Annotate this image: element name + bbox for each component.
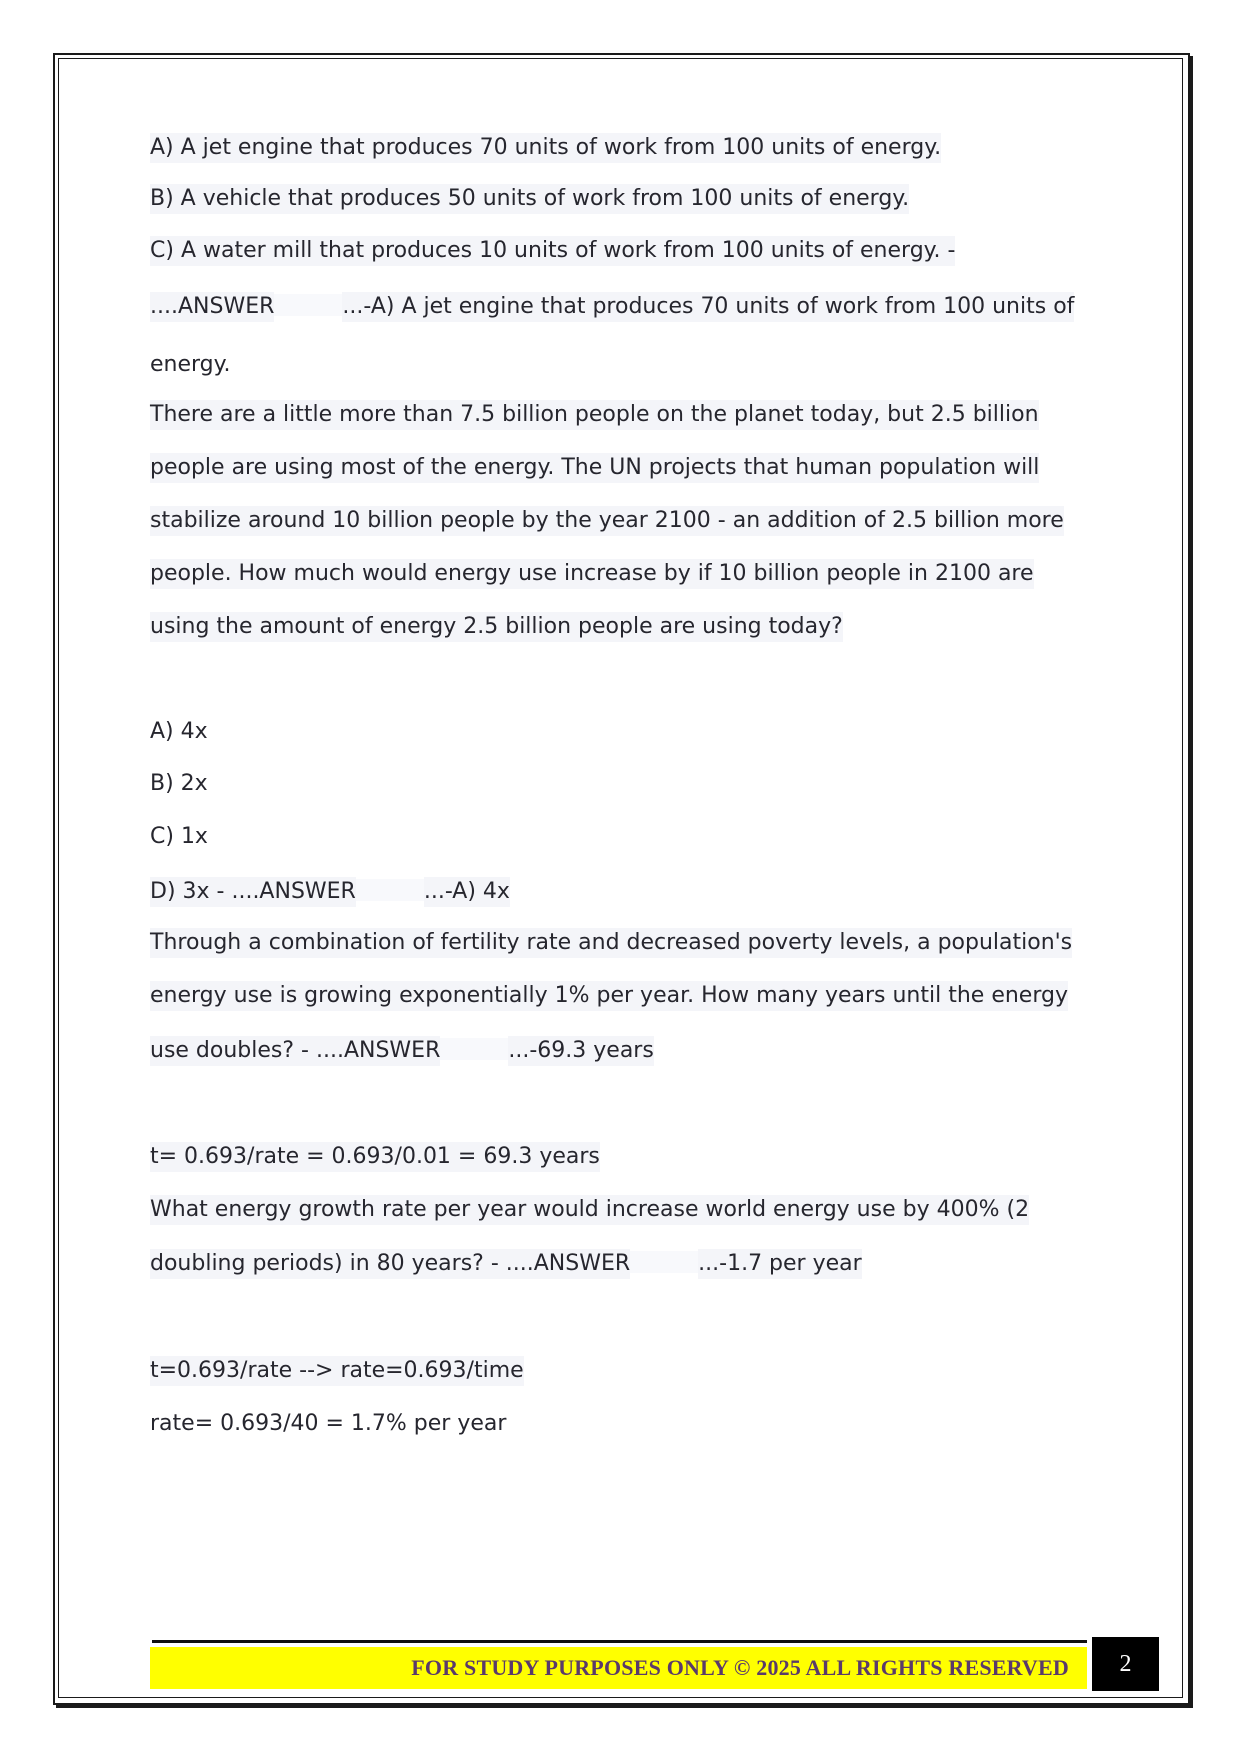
answer-line-1: ....ANSWER ...-A) A jet engine that produces 70 units of work from 100 units of	[150, 294, 1090, 320]
question-4-line-1: What energy growth rate per year would increase world energy use by 400% (2	[150, 1197, 1090, 1223]
option-b-2x: B) 2x	[150, 771, 208, 797]
question-3-line-1: Through a combination of fertility rate and decreased poverty levels, a population's	[150, 930, 1090, 956]
answer-line-1-continued: energy.	[150, 351, 231, 377]
answer-gap	[356, 879, 424, 901]
answer-gap	[274, 294, 342, 316]
question-2-line-4: people. How much would energy use increase by if 10 billion people in 2100 are	[150, 561, 1090, 587]
footer-rule	[152, 1640, 1087, 1643]
footer-copyright: FOR STUDY PURPOSES ONLY © 2025 ALL RIGHTS RESERVED	[411, 1655, 1069, 1680]
page-number: 2	[1092, 1637, 1159, 1691]
question-3-line-2: energy use is growing exponentially 1% per year. How many years until the energy	[150, 983, 1090, 1009]
formula-rate-result: rate= 0.693/40 = 1.7% per year	[150, 1411, 507, 1437]
question-2-line-5: using the amount of energy 2.5 billion people are using today?	[150, 614, 1090, 640]
option-c-1x: C) 1x	[150, 823, 208, 849]
question-2-line-1: There are a little more than 7.5 billion people on the planet today, but 2.5 billion	[150, 402, 1090, 428]
answer-gap	[440, 1038, 508, 1060]
option-a-4x: A) 4x	[150, 718, 208, 744]
document-body	[150, 135, 1090, 1437]
formula-doubling-time: t= 0.693/rate = 0.693/0.01 = 69.3 years	[150, 1144, 1090, 1170]
answer-line-3: use doubles? - ....ANSWER ...-69.3 years	[150, 1038, 1090, 1064]
answer-line-2: D) 3x - ....ANSWER ...-A) 4x	[150, 879, 1090, 905]
option-a-jet-engine: A) A jet engine that produces 70 units of work from 100 units of energy.	[150, 135, 1090, 161]
question-2-line-3: stabilize around 10 billion people by the year 2100 - an addition of 2.5 billion more	[150, 508, 1090, 534]
footer-banner	[150, 1647, 1087, 1689]
answer-gap	[630, 1251, 698, 1273]
option-b-vehicle: B) A vehicle that produces 50 units of work from 100 units of energy.	[150, 186, 1090, 212]
option-c-water-mill: C) A water mill that produces 10 units of work from 100 units of energy. -	[150, 238, 1090, 264]
question-2-line-2: people are using most of the energy. The UN projects that human population will	[150, 455, 1090, 481]
formula-rate: t=0.693/rate --> rate=0.693/time	[150, 1358, 1090, 1384]
answer-line-4: doubling periods) in 80 years? - ....ANSWER ...-1.7 per year	[150, 1251, 1090, 1277]
